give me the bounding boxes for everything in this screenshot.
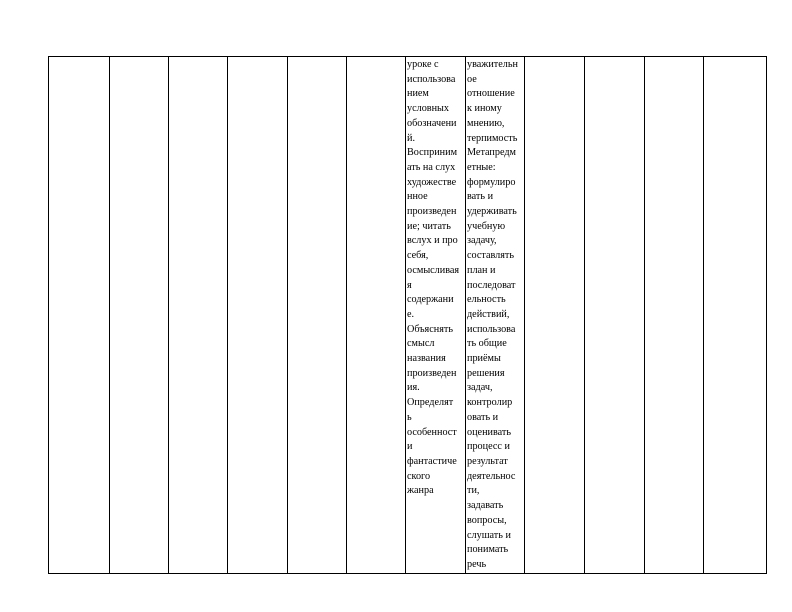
- table-cell: [704, 57, 767, 574]
- table-cell: [525, 57, 585, 574]
- learning-outcomes-cell: [466, 57, 525, 574]
- table-cell: [288, 57, 347, 574]
- activity-description-cell: [406, 57, 466, 574]
- learning-outcomes-text: уважительн ое отношение к иному мнению, терпимость Метапредм етные: формулиро вать и удерживать учебную задачу, составлять план и последоват ельность действий, использова ть общие приёмы решения задач, контролир овать и оценивать процесс и результат деятельнос ти, задавать вопросы, слушать и понимать речь: [467, 59, 518, 570]
- table-row: [49, 57, 767, 574]
- table-cell: [110, 57, 169, 574]
- activity-description-text: уроке с использова нием условных обозначени й. Восприним ать на слух художестве нное произведен ие; читать вслух и про себя, осмысливая я содержани е. Объяснять смысл названия произведен ия. Определят ь особенност и фантастиче ского жанра: [407, 59, 460, 497]
- lesson-plan-table: [48, 56, 767, 574]
- table-cell: [585, 57, 645, 574]
- table-cell: [645, 57, 704, 574]
- table-cell: [347, 57, 406, 574]
- table-cell: [169, 57, 228, 574]
- table-cell: [228, 57, 288, 574]
- table-cell: [49, 57, 110, 574]
